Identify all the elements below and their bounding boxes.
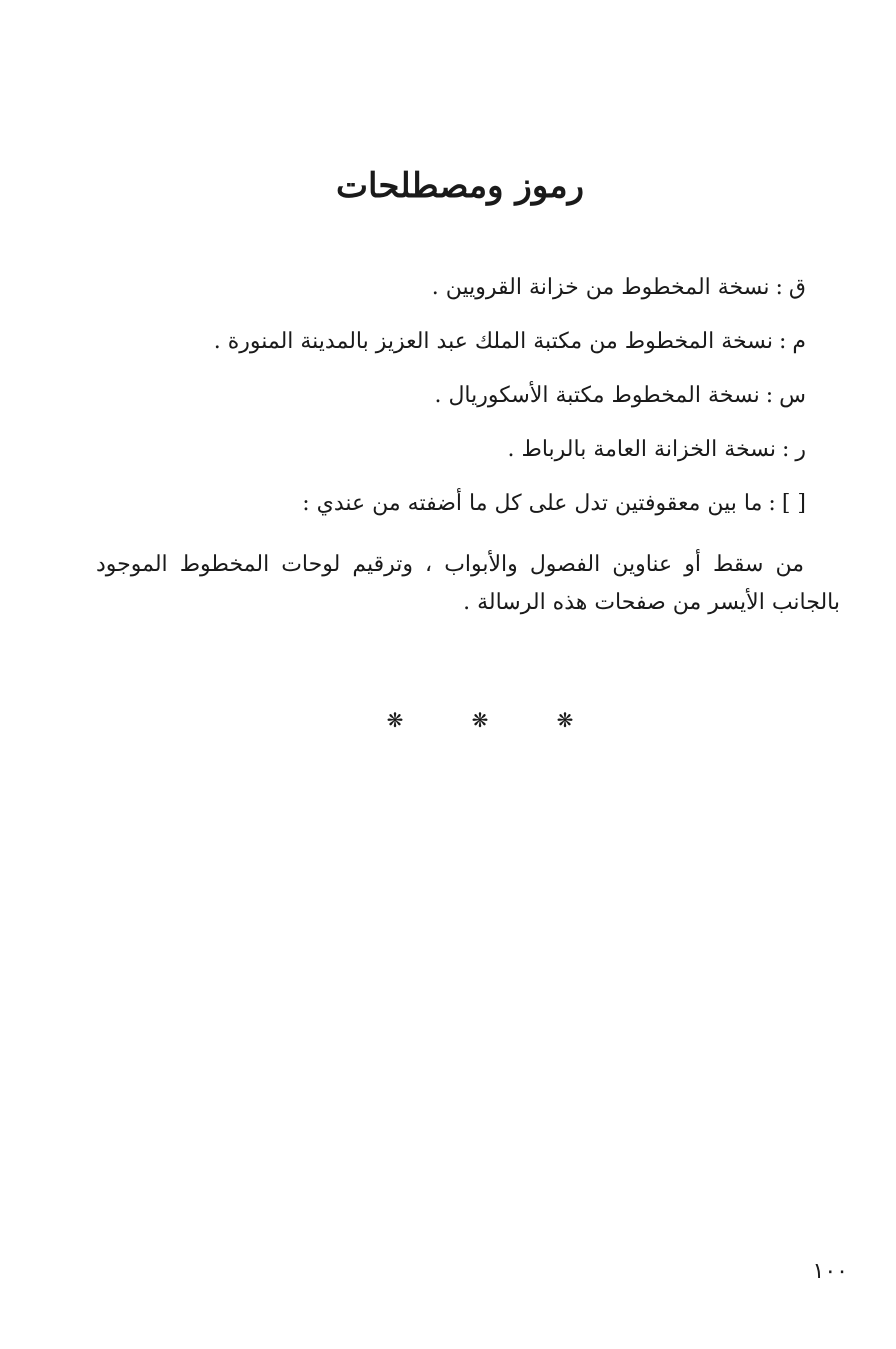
list-item: [106, 430, 806, 484]
page-number: ١٠٠: [812, 1259, 848, 1284]
entry-symbol: س: [779, 383, 806, 408]
entry-separator: :: [781, 437, 790, 462]
section-ornament: [380, 700, 580, 740]
entry-symbol: ر: [795, 437, 806, 462]
entry-separator: :: [765, 383, 774, 408]
list-item: [106, 376, 806, 430]
list-item: [106, 268, 806, 322]
entry-text: نسخة الخزانة العامة بالرباط .: [507, 437, 776, 462]
entry-separator: :: [768, 491, 776, 516]
entry-symbol: م: [792, 329, 806, 354]
entry-text: نسخة المخطوط من مكتبة الملك عبد العزيز بالمدينة المنورة .: [213, 329, 773, 354]
page-title: رموز ومصطلحات: [335, 166, 585, 206]
entry-separator: :: [778, 329, 787, 354]
asterism-icon: ❋: [386, 708, 404, 732]
explanatory-paragraph: من سقط أو عناوين الفصول والأبواب ، وترقيم لوحات المخطوط الموجود بالجانب الأيسر من صفحات هذه الرسالة .: [96, 552, 840, 615]
entry-symbol: ق: [788, 275, 806, 300]
entry-text: نسخة المخطوط من خزانة القرويين .: [431, 275, 770, 300]
list-item: [106, 484, 806, 538]
entry-text: ما بين معقوفتين تدل على كل ما أضفته من عندي :: [302, 491, 763, 516]
entry-symbol: [ ]: [781, 491, 806, 516]
entry-separator: :: [775, 275, 783, 300]
entry-text: نسخة المخطوط مكتبة الأسكوريال .: [434, 383, 760, 408]
list-item: [106, 322, 806, 376]
asterism-icon: ❋: [556, 708, 574, 732]
symbols-list: [106, 268, 806, 538]
asterism-icon: ❋: [471, 708, 489, 732]
